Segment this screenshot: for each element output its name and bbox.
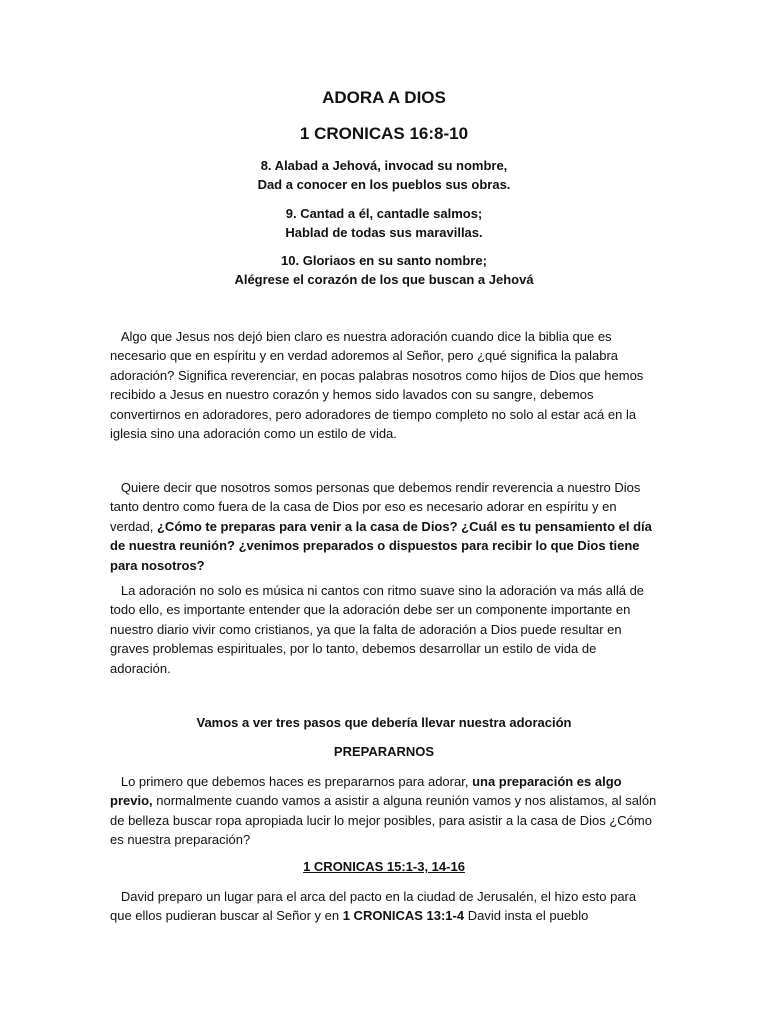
- paragraph-adoracion: [110, 327, 658, 443]
- paragraph-text: David insta el pueblo: [464, 908, 589, 924]
- verse-line: 9. Cantad a él, cantadle salmos;: [285, 206, 483, 221]
- paragraph-text: Quiere decir que nosotros somos personas que debemos rendir reverencia a nuestro Dios tanto dentro como fuera de la casa de Dios por eso es necesario adorar en espíritu y en verdad,: [110, 480, 641, 534]
- verse-8: [0, 156, 768, 194]
- verse-10: [0, 251, 768, 289]
- paragraph-musica: [110, 581, 658, 678]
- verse-line: Hablad de todas sus maravillas.: [285, 225, 483, 240]
- paragraph-text: Lo primero que debemos haces es prepararnos para adorar,: [120, 774, 473, 789]
- verse-line: Alégrese el corazón de los que buscan a Jehová: [234, 272, 534, 287]
- paragraph-bold-questions: ¿Cómo te preparas para venir a la casa de Dios? ¿Cuál es tu pensamiento el día de nuestra reunión? ¿venimos preparados o dispuestos para recibir lo que Dios tiene para nosotros?: [110, 518, 652, 573]
- steps-heading: Vamos a ver tres pasos que debería llevar nuestra adoración: [196, 715, 572, 730]
- verse-9: [0, 204, 768, 242]
- paragraph-bold-phrase: una preparación es algo previo,: [110, 774, 622, 809]
- paragraph-text: normalmente cuando vamos a asistir a alguna reunión vamos y nos alistamos, al salón de belleza buscar ropa apropiada lucir lo mejor posibles, para asistir a la casa de Dios ¿Cómo es nuestra preparación?: [110, 793, 657, 848]
- verse-line: 10. Gloriaos en su santo nombre;: [281, 253, 487, 268]
- paragraph-david: [110, 887, 658, 926]
- paragraph-reverencia: [110, 478, 658, 575]
- paragraph-preparacion: [110, 772, 658, 850]
- reference-heading: 1 CRONICAS 15:1-3, 14-16: [303, 859, 465, 874]
- scripture-reference: 1 CRONICAS 16:8-10: [299, 124, 469, 143]
- paragraph-text: La adoración no solo es música ni cantos con ritmo suave sino la adoración va más allá de todo ello, es importante entender que la adoración debe ser un componente importante en nuestro diario vivir como cristianos, ya que la falta de adoración a Dios puede resultar en graves problemas espirituales, por lo tanto, debemos desarrollar un estilo de vida de adoración.: [110, 583, 645, 676]
- document-title: ADORA A DIOS: [322, 88, 446, 107]
- section-heading-prepararnos: PREPARARNOS: [333, 744, 435, 759]
- paragraph-text: David preparo un lugar para el arca del pacto en la ciudad de Jerusalén, el hizo esto para que ellos pudieran buscar al Señor y en: [110, 889, 637, 924]
- verse-line: 8. Alabad a Jehová, invocad su nombre,: [260, 158, 508, 173]
- paragraph-text: Algo que Jesus nos dejó bien claro es nuestra adoración cuando dice la biblia que es necesario que en espíritu y en verdad adoremos al Señor, pero ¿qué significa la palabra adoración? Significa reverenciar, en pocas palabras nosotros como hijos de Dios que hemos recibido a Jesus en nuestro corazón y hemos sido lavados con su sangre, debemos convertirnos en adoradores, pero adoradores de tiempo completo no solo al estar acá en la iglesia sino una adoración como un estilo de vida.: [110, 329, 644, 442]
- paragraph-bold-reference: 1 CRONICAS 13:1-4: [342, 908, 465, 924]
- verse-line: Dad a conocer en los pueblos sus obras.: [257, 177, 511, 192]
